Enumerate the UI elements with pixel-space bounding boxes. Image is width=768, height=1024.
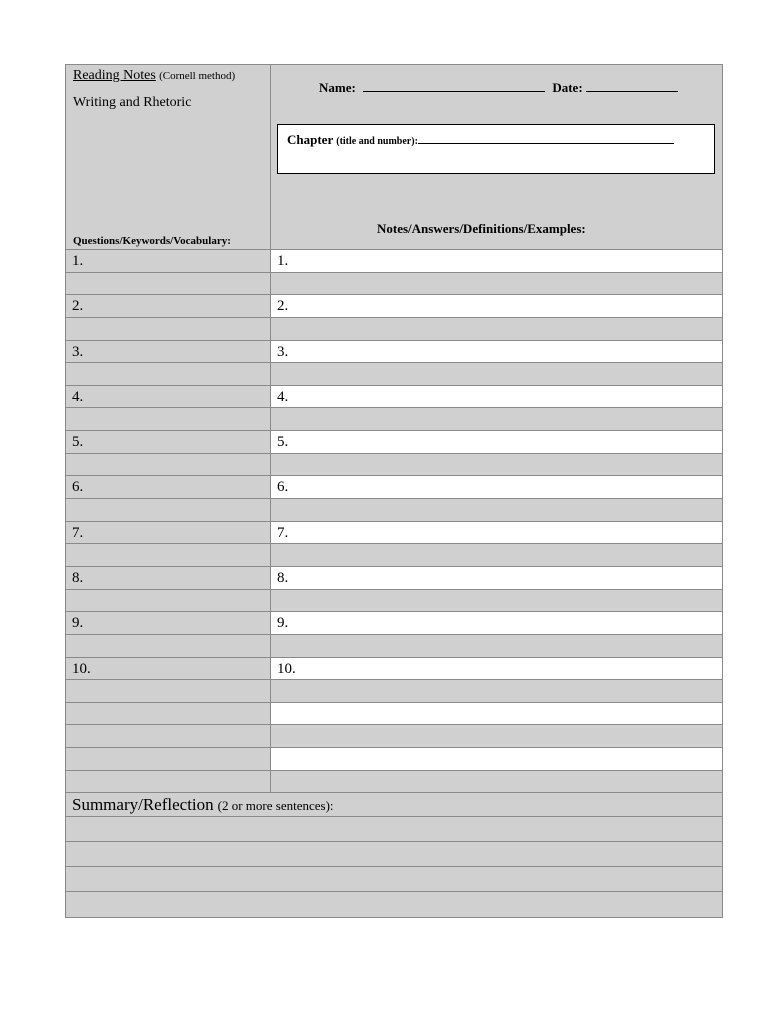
question-cell[interactable] [66, 725, 271, 747]
notes-cell[interactable] [271, 454, 722, 476]
notes-cell[interactable] [271, 499, 722, 521]
table-row [66, 748, 722, 771]
question-cell[interactable]: 9. [66, 612, 271, 634]
question-cell[interactable]: 1. [66, 250, 271, 272]
table-row [66, 476, 722, 499]
question-cell[interactable] [66, 363, 271, 385]
question-cell[interactable] [66, 748, 271, 770]
chapter-field[interactable] [418, 130, 674, 144]
summary-line[interactable] [66, 817, 722, 842]
date-field[interactable] [586, 78, 678, 92]
notes-cell[interactable]: 5. [271, 431, 722, 453]
chapter-line [287, 130, 674, 148]
notes-cell[interactable]: 10. [271, 658, 722, 680]
summary-line[interactable] [66, 892, 722, 917]
table-row [66, 454, 722, 477]
question-cell[interactable] [66, 635, 271, 657]
notes-cell[interactable] [271, 748, 722, 770]
notes-label: Notes/Answers/Definitions/Examples: [377, 221, 586, 236]
notes-cell[interactable]: 1. [271, 250, 722, 272]
notes-cell[interactable] [271, 363, 722, 385]
table-row [66, 295, 722, 318]
table-row [66, 386, 722, 409]
table-row [66, 408, 722, 431]
question-cell[interactable] [66, 544, 271, 566]
question-cell[interactable]: 4. [66, 386, 271, 408]
course-name: Writing and Rhetoric [73, 95, 192, 110]
summary-title: Summary/Reflection [72, 795, 214, 815]
questions-label: Questions/Keywords/Vocabulary: [73, 235, 231, 247]
notes-table [65, 250, 723, 793]
question-cell[interactable]: 8. [66, 567, 271, 589]
notes-cell[interactable] [271, 273, 722, 295]
table-row [66, 680, 722, 703]
summary-lines [66, 817, 722, 917]
notes-cell[interactable]: 8. [271, 567, 722, 589]
chapter-hint: (title and number): [336, 136, 418, 147]
question-cell[interactable]: 10. [66, 658, 271, 680]
notes-cell[interactable]: 9. [271, 612, 722, 634]
table-row [66, 499, 722, 522]
table-row [66, 658, 722, 681]
summary-header [66, 793, 722, 817]
notes-cell[interactable]: 2. [271, 295, 722, 317]
table-row [66, 725, 722, 748]
notes-cell[interactable] [271, 725, 722, 747]
summary-line[interactable] [66, 867, 722, 892]
name-field[interactable] [363, 78, 545, 92]
table-row [66, 273, 722, 296]
title-line [73, 67, 235, 84]
header-left-column [66, 65, 271, 249]
table-row [66, 250, 722, 273]
notes-cell[interactable] [271, 318, 722, 340]
notes-cell[interactable] [271, 590, 722, 612]
chapter-box [277, 124, 715, 174]
cornell-notes-sheet [65, 64, 723, 918]
question-cell[interactable]: 5. [66, 431, 271, 453]
table-row [66, 544, 722, 567]
notes-cell[interactable]: 7. [271, 522, 722, 544]
notes-cell[interactable] [271, 408, 722, 430]
table-row [66, 612, 722, 635]
notes-cell[interactable] [271, 544, 722, 566]
method-label: (Cornell method) [159, 70, 236, 82]
question-cell[interactable] [66, 680, 271, 702]
page-title: Reading Notes [73, 68, 156, 83]
question-cell[interactable] [66, 499, 271, 521]
question-cell[interactable]: 2. [66, 295, 271, 317]
question-cell[interactable] [66, 318, 271, 340]
notes-cell[interactable]: 3. [271, 341, 722, 363]
question-cell[interactable] [66, 771, 271, 793]
table-row [66, 590, 722, 613]
table-row [66, 341, 722, 364]
question-cell[interactable]: 6. [66, 476, 271, 498]
question-cell[interactable] [66, 590, 271, 612]
question-cell[interactable] [66, 454, 271, 476]
table-row [66, 635, 722, 658]
summary-section [65, 793, 723, 918]
table-row [66, 363, 722, 386]
summary-colon: : [329, 798, 334, 814]
table-row [66, 522, 722, 545]
question-cell[interactable]: 7. [66, 522, 271, 544]
summary-hint: (2 or more sentences) [217, 798, 330, 814]
table-row [66, 703, 722, 726]
question-cell[interactable] [66, 408, 271, 430]
name-date-line [319, 78, 678, 96]
notes-cell[interactable]: 6. [271, 476, 722, 498]
name-label: Name: [319, 80, 356, 95]
question-cell[interactable]: 3. [66, 341, 271, 363]
table-row [66, 318, 722, 341]
table-row [66, 431, 722, 454]
table-row [66, 771, 722, 794]
question-cell[interactable] [66, 703, 271, 725]
chapter-label: Chapter [287, 132, 333, 147]
question-cell[interactable] [66, 273, 271, 295]
notes-cell[interactable] [271, 703, 722, 725]
header-section [65, 64, 723, 250]
notes-cell[interactable]: 4. [271, 386, 722, 408]
date-label: Date: [552, 80, 583, 95]
notes-cell[interactable] [271, 771, 722, 793]
table-row [66, 567, 722, 590]
summary-line[interactable] [66, 842, 722, 867]
notes-cell[interactable] [271, 635, 722, 657]
notes-cell[interactable] [271, 680, 722, 702]
